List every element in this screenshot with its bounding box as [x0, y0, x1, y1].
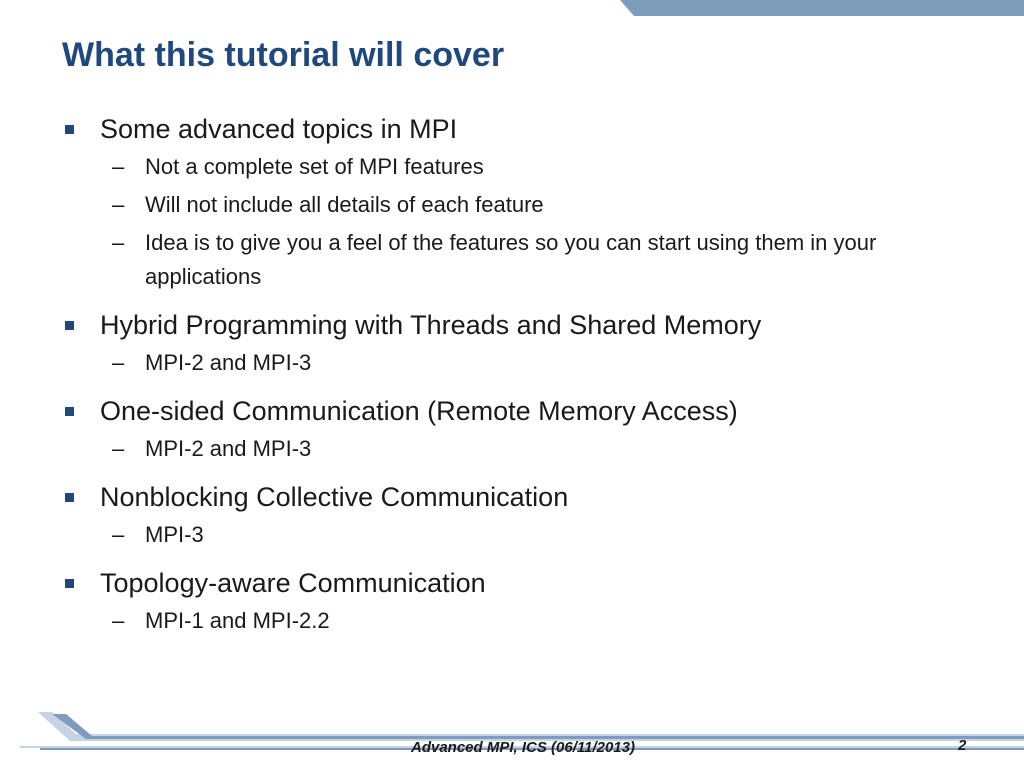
footer-text: Advanced MPI, ICS (06/11/2013)	[411, 739, 635, 756]
dash-bullet-icon: –	[112, 230, 125, 255]
dash-bullet-icon: –	[112, 350, 125, 375]
square-bullet-icon	[65, 493, 74, 502]
bullet-item	[62, 480, 962, 514]
sub-bullet-item	[62, 346, 962, 380]
bullet-item	[62, 566, 962, 600]
sub-bullet-item	[62, 150, 962, 184]
slide-title: What this tutorial will cover	[62, 36, 505, 74]
bullet-text: Nonblocking Collective Communication	[100, 482, 569, 512]
bullet-item	[62, 394, 962, 428]
sub-bullet-text: Idea is to give you a feel of the features so you can start using them in your applications	[145, 230, 877, 289]
bullet-list	[62, 108, 962, 638]
square-bullet-icon	[65, 407, 74, 416]
sub-bullet-text: MPI-2 and MPI-3	[145, 436, 312, 461]
sub-bullet-item	[62, 604, 962, 638]
bullet-text: Some advanced topics in MPI	[100, 114, 458, 144]
bullet-item	[62, 308, 962, 342]
footer-decoration	[0, 708, 1024, 768]
square-bullet-icon	[65, 579, 74, 588]
bullet-text: Topology-aware Communication	[100, 568, 486, 598]
square-bullet-icon	[65, 321, 74, 330]
bullet-item	[62, 112, 962, 146]
sub-bullet-text: MPI-3	[145, 522, 204, 547]
sub-bullet-item	[62, 518, 962, 552]
header-decoration	[620, 0, 1024, 16]
sub-bullet-text: MPI-1 and MPI-2.2	[145, 608, 330, 633]
dash-bullet-icon: –	[112, 154, 125, 179]
sub-bullet-text: MPI-2 and MPI-3	[145, 350, 312, 375]
bullet-text: Hybrid Programming with Threads and Shared Memory	[100, 310, 762, 340]
sub-bullet-item	[62, 432, 962, 466]
sub-bullet-text: Will not include all details of each feature	[145, 192, 544, 217]
dash-bullet-icon: –	[112, 192, 125, 217]
square-bullet-icon	[65, 125, 74, 134]
dash-bullet-icon: –	[112, 608, 125, 633]
page-number: 2	[958, 737, 967, 754]
sub-bullet-item	[62, 226, 962, 294]
sub-bullet-item	[62, 188, 962, 222]
sub-bullet-text: Not a complete set of MPI features	[145, 154, 484, 179]
dash-bullet-icon: –	[112, 436, 125, 461]
dash-bullet-icon: –	[112, 522, 125, 547]
bullet-text: One-sided Communication (Remote Memory Access)	[100, 396, 738, 426]
